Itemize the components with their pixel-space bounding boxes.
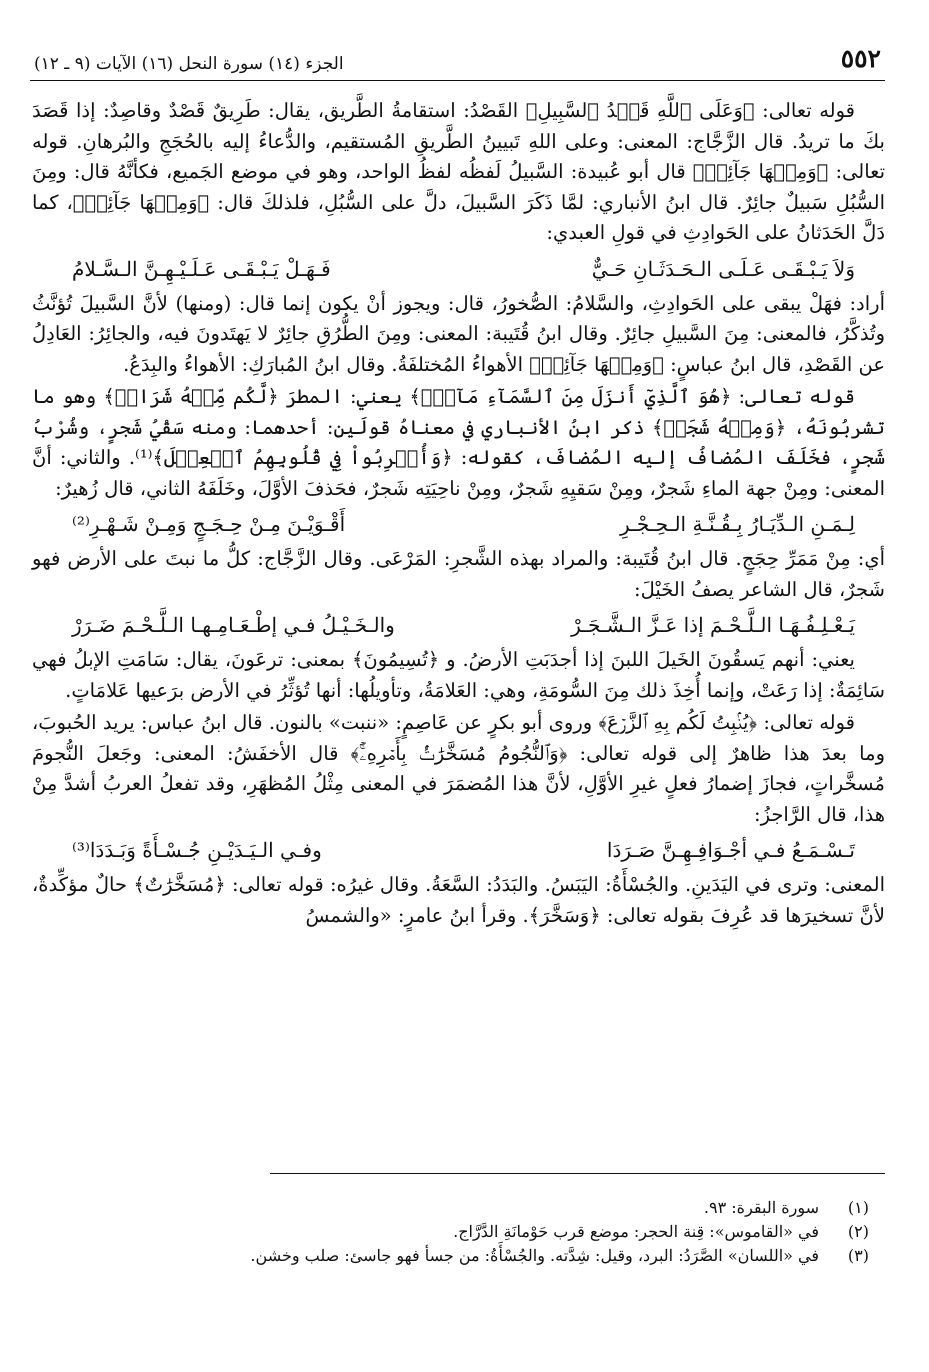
verse-line [32,504,885,544]
paragraph: قوله تعالى: ﴿هُوَ ٱلَّذِيٓ أَنزَلَ مِنَ ٱلسَّمَآءِ مَآءٗۖ﴾ يعني: المطرَ ﴿لَّكُم مِّنۡهُ شَرَابٞ﴾ وهو ما تشربُونَهُ، ﴿وَمِنۡهُ شَجَرٞ﴾ ذكر ابنُ الأنباري في معناهُ قولَين: أحدهما: ومنه سَقْيُ شَجرٍ، وشُرْبُ شَجرٍ، فخَلَفَ المُضافُ إليه المُضافَ، كقوله: ﴿وَأُشۡرِبُواْ فِي قُلُوبِهِمُ ٱلۡعِجۡلَ﴾⁽¹⁾. والثاني: أنَّ المعنى: ومِنْ جهة الماءِ شَجرٌ، ومِنْ سَقيِهِ شَجرٌ، ومِنْ ناحِيَتِه شَجرٌ، فحَذفَ الأوَّلَ، وخَلَفَهُ الثاني، قال زُهيرٌ: [32,385,885,500]
paragraph: أي: مِنْ مَمَرِّ حِجَجٍ. قال ابنُ قُتَيبة: والمراد بهذه الشَّجرِ: المَرْعَى. وقال الزَّجَّاج: كلُّ ما نبتَ على الأرض فهو شَجرٌ، قال الشاعر يصفُ الخَيْلَ: [32,547,885,601]
page-number: ٥٥٢ [840,44,881,73]
verse-second-hemistich: وفـي الـيَـدَيْـنِ جُـسْـأَةً وَبَـدَدَا⁽³⁾ [72,838,322,862]
verse-first-hemistich: وَلاَ يَـبْـقَـى عَـلَـى الـحَـدَثَـانِ حَـيٌّ [591,256,855,281]
verse-first-hemistich: لِـمَـنِ الـدِّيَـارُ بِـقُـنَّـةِ الـحِـجْـرِ [620,512,855,536]
footnote-divider [270,1173,885,1174]
paragraph: أراد: فهَلْ يبقى على الحَوادِثِ، والسَّلامُ: الصُّخورُ، قال: ويجوز أنْ يكون إنما قال: (ومنها) لأنَّ السَّبيلَ تُؤنَّثُ وتُذكَّرُ، فالمعنى: مِنَ السَّبيلِ جائِرٌ. وقال ابنُ قُتَيبة: المعنى: ومِنَ الطُّرُقِ جائِرٌ لا يَهتَدونَ فيه، والجائِرُ: العَادِلُ عن القَصْدِ، قال ابنُ عباسٍ: ﴿وَمِنۡهَا جَآئِرٞ﴾ الأهواءُ المُختلفَةُ. وقال ابنُ المُبارَكِ: الأهواءُ والبِدَعُ. [32,291,885,376]
footnote-text: في «القاموس»: قِنة الحجر: موضع قرب حَوْمانَةِ الدَّرَّاج. [453,1222,819,1241]
footnote-text: في «اللسان» الصَّرَدُ: البرد، وقيل: شِدَّته. والجُسْأَةُ: من جسأ فهو جاسئ: صلب وخشن. [250,1246,819,1265]
footnote-number: (١) [847,1198,869,1217]
footnote [90,1196,869,1220]
paragraph: يعني: أنهم يَسقُونَ الخَيلَ اللبنَ إذا أجدَبَتِ الأرضُ. و ﴿تُسِيمُونَ﴾ بمعنى: ترعَونَ، يقال: سَامَتِ الإبلُ فهي سَائِمَةٌ: إذا رَعَتْ، وإنما أُخِذَ ذلك مِنَ السُّومَةِ، وهي: العَلامَةُ، وتأويلُها: أنها تُؤثِّرُ في الأرض برَعيها عَلامَاتٍ. [32,648,885,702]
footnote [90,1244,869,1268]
footnote-number: (٢) [847,1222,869,1241]
paragraph: قوله تعالى: ﴿يُنۢبِتُ لَكُم بِهِ ٱلزَّرۡعَ﴾ وروى أبو بكرٍ عن عَاصِمٍ: «ننبت» بالنون. قال ابنُ عباس: يريد الحُبوبَ، وما بعدَ هذا ظاهرٌ إلى قوله تعالى: ﴿وَٱلنُّجُومُ مُسَخَّرَٰتُۢ بِأَمۡرِهِۦٓۚ﴾ قال الأخفَشُ: المعنى: وجَعلَ النُّجومَ مُسخَّراتٍ، فجازَ إضمارُ فعلٍ غيرِ الأوَّلِ، لأنَّ هذا المُضمَرَ في المعنى مِثْلُ المُظهَرِ، وقد تفعلُ العربُ أشدَّ مِنْ هذا، قال الرَّاجزُ: [32,711,885,826]
verse-first-hemistich: تَـسْـمَـعُ فـي أجْـوَافِـهِـنَّ صَـرَدَا [606,838,855,862]
verse-second-hemistich: أَقْـوَيْـنَ مِـنْ حِـجَـجٍ وَمِـنْ شَـهْـرِ⁽²⁾ [72,512,346,536]
running-title: الجزء (١٤) سورة النحل (١٦) الآيات (٩ ـ ١٢) [34,54,344,74]
paragraph: قوله تعالى: ﴿وَعَلَى ٱللَّهِ قَصۡدُ ٱلسَّبِيلِ﴾ القَصْدُ: استقامةُ الطَّريق، يقال: طَرِيقٌ قَصْدٌ وقاصِدٌ: إذا قَصَدَ بكَ ما تريدُ. قال الزَّجَّاج: المعنى: وعلى اللهِ تَبيينُ الطَّريقِ المُستقيم، والدُّعاءُ إليه بالحُجَجِ والبُرهانِ. قوله تعالى: ﴿وَمِنۡهَا جَآئِرٞ﴾ قال أبو عُبيدة: السَّبيلُ لَفظُه لفظُ الواحد، وهو في موضع الجَميع، فكأنَّهُ قال: ومِنَ السُّبُلِ سَبيلٌ جائِرٌ. قال ابنُ الأنباري: لمَّا ذَكَرَ السَّبيلَ، دلَّ على السُّبُلِ، فلذلكَ قال: ﴿وَمِنۡهَا جَآئِرٞ﴾، كما دَلَّ الحَدَثانُ على الحَوادِثِ في قولِ العبدي: [32,99,885,244]
paragraph: المعنى: وترى في اليَدَينِ. والجُسْأَةُ: اليَبَسُ. والبَدَدُ: السَّعَةُ. وقال غيرُه: قوله تعالى: ﴿مُسَخَّرَٰتٌ﴾ حالٌ مؤكِّدةٌ، لأنَّ تسخيرَها قد عُرِفَ بقوله تعالى: ﴿وَسَخَّرَ﴾. وقرأ ابنُ عامرٍ: «والشمسُ [32,873,885,927]
verse-line [32,830,885,870]
footnote-text: سورة البقرة: ٩٣. [703,1198,819,1217]
footnote [90,1220,869,1244]
footnotes [90,1196,869,1268]
verse-line [32,249,885,289]
verse-second-hemistich: فَـهَـلْ يَـبْـقَـى عَـلَـيْـهِـنَّ الـسَّـلامُ [72,256,331,281]
page-header [30,40,885,81]
main-text [32,96,885,931]
verse-second-hemistich: والـخَـيْـلُ فـي إطْـعَـامِـهـا الـلَّـحْـمَ ضَـرَرْ [72,613,395,637]
verse-first-hemistich: يَـعْـلِـفُـهَـا الـلَّـحْـمَ إذا عَـزَّ الـشَّـجَـرْ [571,613,855,637]
verse-line [32,605,885,645]
footnote-number: (٣) [847,1246,869,1265]
